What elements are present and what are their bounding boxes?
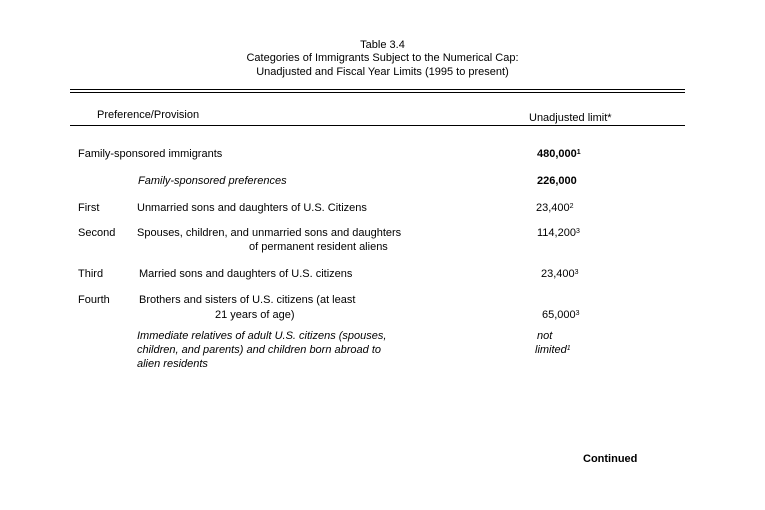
row-label-cont: 21 years of age) <box>215 309 295 321</box>
row-rank: Second <box>78 227 116 239</box>
double-rule-top <box>70 89 685 90</box>
row-label: Family-sponsored preferences <box>138 175 287 187</box>
row-value: 226,000 <box>537 175 577 187</box>
row-rank: First <box>78 202 100 214</box>
row-label-cont: alien residents <box>137 358 208 370</box>
row-value: 23,400$^3$ <box>541 268 579 280</box>
header-limit: Unadjusted limit* <box>529 112 612 124</box>
table-title: Categories of Immigrants Subject to the Numerical Cap: <box>246 52 519 64</box>
row-rank: Third <box>78 268 104 280</box>
row-label: Family-sponsored immigrants <box>78 148 223 160</box>
row-label: Immediate relatives of adult U.S. citizens (spouses, <box>137 330 387 342</box>
table-number: Table 3.4 <box>360 39 405 51</box>
table-subtitle: Unadjusted and Fiscal Year Limits (1995 to present) <box>256 66 509 78</box>
row-label-cont: of permanent resident aliens <box>249 241 388 253</box>
header-rule <box>70 125 685 126</box>
row-label: Married sons and daughters of U.S. citizens <box>139 268 353 280</box>
row-label: Brothers and sisters of U.S. citizens (at least <box>139 294 356 306</box>
row-label: Unmarried sons and daughters of U.S. Citizens <box>137 202 367 214</box>
double-rule-bottom <box>70 92 685 93</box>
row-value: 23,400$^2$ <box>536 202 574 214</box>
continued-label: Continued <box>583 453 638 465</box>
row-rank: Fourth <box>78 294 110 306</box>
row-value-cont: limited$^1$ <box>535 344 571 356</box>
row-value: 480,000$^1$ <box>537 148 581 160</box>
header-provision: Preference/Provision <box>97 109 200 121</box>
row-value: 65,000$^3$ <box>542 309 580 321</box>
row-value: 114,200$^3$ <box>537 227 580 239</box>
row-label-cont: children, and parents) and children born abroad to <box>137 344 381 356</box>
row-value: not <box>537 330 553 342</box>
row-label: Spouses, children, and unmarried sons and daughters <box>137 227 402 239</box>
